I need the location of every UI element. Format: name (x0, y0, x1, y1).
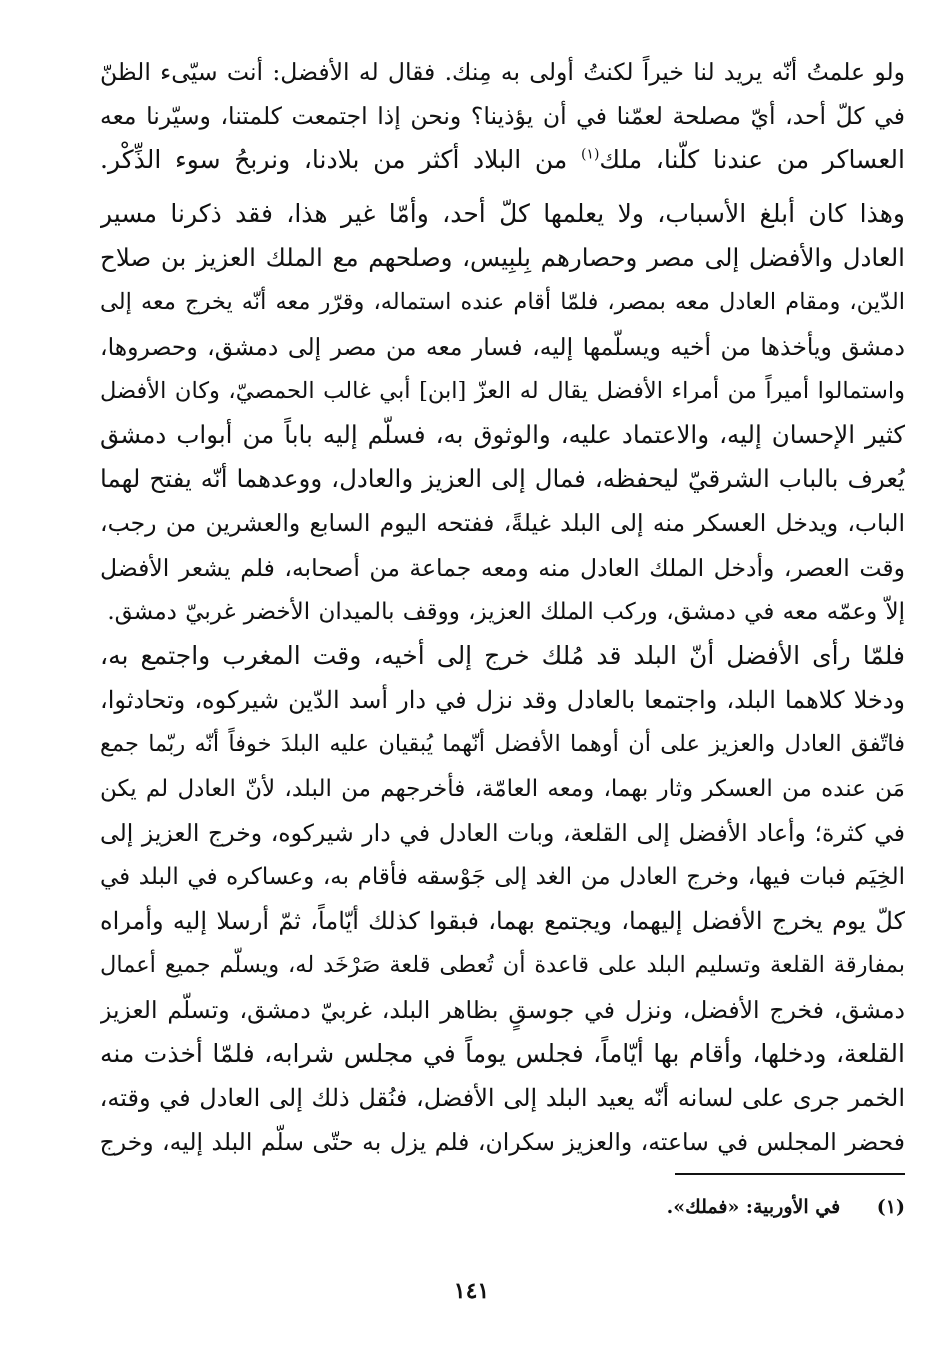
text-line: كلّ يوم يخرج الأفضل إليهما، ويجتمع بهما، فبقوا كذلك أيّاماً، ثمّ أرسلا إليه وأمراه (100, 907, 905, 936)
text-line: في كثرة؛ وأعاد الأفضل إلى القلعة، وبات العادل في دار شيركوه، وخرج العزيز إلى (100, 818, 905, 847)
text-line: فلمّا رأى الأفضل أنّ البلد قد مُلك خرج إلى أخيه، وقت المغرب واجتمع به، (100, 641, 905, 670)
text-line: يُعرف بالباب الشرقيّ ليحفظه، فمال إلى العزيز والعادل، ووعدهما أنّه يفتح لهما (100, 464, 905, 494)
text-segment: من البلاد أكثر من بلادنا، ونربحُ سوء الذِّكْر. (100, 145, 568, 175)
text-line: مَن عنده من العسكر وثار بهما، ومعه العامّة، فأخرجهم من البلد، لأنّ العادل لم يكن (100, 775, 905, 802)
text-line: الخمر جرى على لسانه أنّه يعيد البلد إلى الأفضل، فنُقل ذلك إلى العادل في وقته، (100, 1083, 905, 1112)
paragraph-2 (100, 192, 905, 634)
text-line: دمشق، فخرج الأفضل، ونزل في جوسقٍ بظاهر البلد، غربيّ دمشق، وتسلّم العزيز (100, 995, 905, 1024)
text-line: الخِيَم فبات فيها، وخرج العادل من الغد إلى جَوْسقه فأقام به، وعساكره في البلد في (100, 863, 905, 890)
text-line: وقت العصر، وأدخل الملك العادل منه ومعه جماعة من أصحابه، فلم يشعر الأفضل (100, 553, 905, 582)
text-line: وهذا كان أبلغ الأسباب، ولا يعلمها كلّ أحد، وأمّا غير هذا، فقد ذكرنا مسير (100, 199, 905, 228)
footnote-divider (675, 1173, 905, 1175)
text-line: كثير الإحسان إليه، والاعتماد عليه، والوثوق به، فسلّم إليه باباً من أبواب دمشق (100, 419, 905, 449)
text-line: القلعة، ودخلها، وأقام بها أيّاماً، فجلس يوماً في مجلس شرابه، فلمّا أخذت منه (100, 1038, 905, 1068)
text-line: واستمالوا أميراً من أمراء الأفضل يقال له العزّ [ابن] أبي غالب الحمصيّ، وكان الأفضل (100, 377, 905, 404)
paragraph-1 (100, 50, 905, 183)
text-line: ودخلا كلاهما البلد، واجتمعا بالعادل وقد نزل في دار أسد الدّين شيركوه، وتحادثوا، (100, 686, 905, 715)
paragraph-3 (100, 634, 905, 1164)
page-number: ١٤١ (453, 1278, 490, 1304)
text-line: ولو علمتُ أنّه يريد لنا خيراً لكنتُ أولى به مِنك. فقال له الأفضل: أنت سيّىء الظنّ (100, 58, 905, 86)
footnote-number: (١) (876, 1196, 905, 1218)
text-segment: العساكر من عندنا كلّنا، ملك (599, 145, 905, 175)
text-line (100, 138, 905, 182)
text-line: دمشق ويأخذها من أخيه ويسلّمها إليه، فسار معه من مصر إلى دمشق، وحصروها، (100, 332, 905, 361)
text-line: في كلّ أحد، أيّ مصلحة لعمّنا في أن يؤذينا؟ ونحن إذا اجتمعت كلمتنا، وسيّرنا معه (100, 102, 905, 131)
text-line: فحضر المجلس في ساعته، والعزيز سكران، فلم يزل به حتّى سلّم البلد إليه، وخرج (100, 1128, 905, 1157)
text-line: العادل والأفضل إلى مصر وحصارهم بِلبِيس، وصلحهم مع الملك العزيز بن صلاح (100, 243, 905, 273)
text-line: الباب، ويدخل العسكر منه إلى البلد غيلةً، ففتحه اليوم السابع والعشرين من رجب، (100, 509, 905, 538)
text-line: بمفارقة القلعة وتسليم البلد على قاعدة أن تُعطى قلعة صَرْخَد له، ويسلّم جميع أعمال (100, 952, 905, 979)
footnote (667, 1196, 905, 1218)
footnote-marker: (١) (580, 147, 600, 164)
footnote-text: في الأوربية: «فملك». (666, 1196, 841, 1218)
text-line: فاتّفق العادل والعزيز على أن أوهما الأفضل أنّهما يُبقيان عليه البلدَ خوفاً أنّه ربّما جمع (100, 731, 905, 758)
text-line: الدّين، ومقام العادل معه بمصر، فلمّا أقام عنده استماله، وقرّر معه أنّه يخرج معه إلى (100, 289, 905, 316)
text-line: إلاّ وعمّه معه في دمشق، وركب الملك العزيز، ووقف بالميدان الأخضر غربيّ دمشق. (107, 598, 905, 625)
